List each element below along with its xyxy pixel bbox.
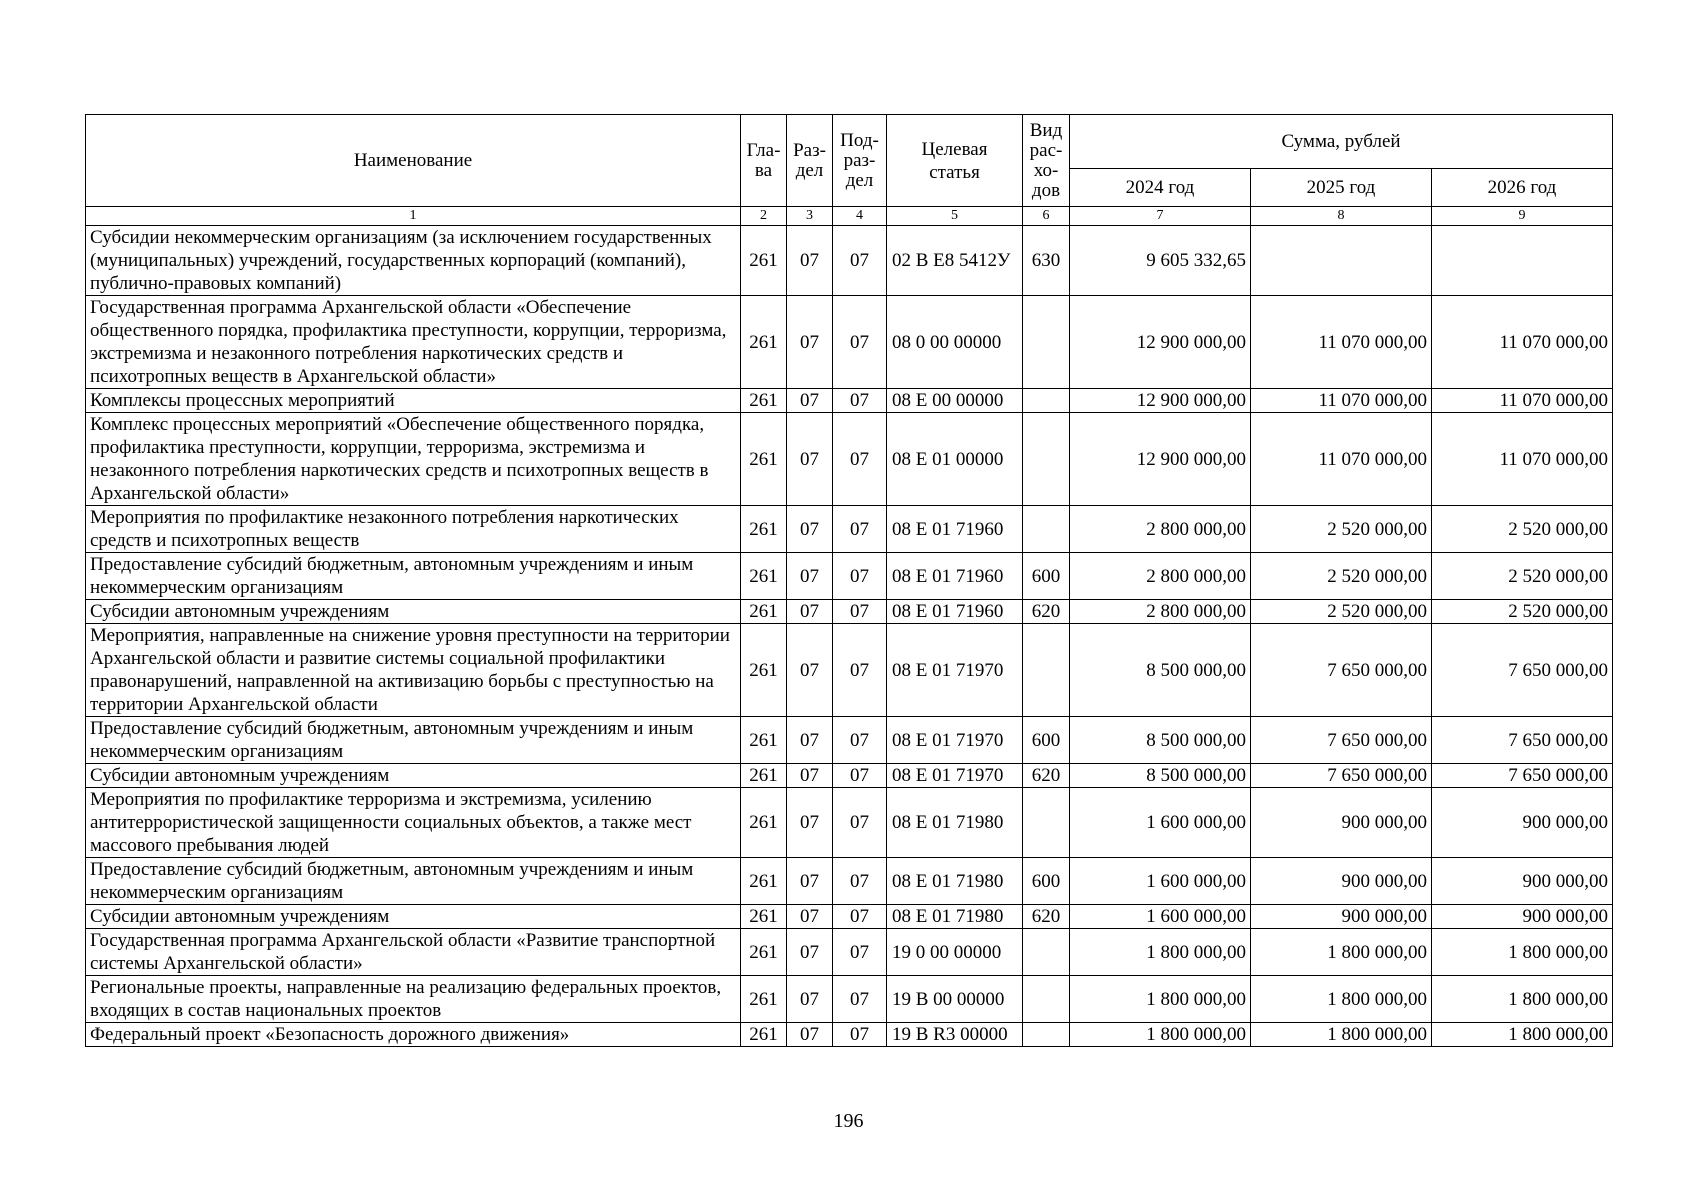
- row-razdel: 07: [787, 929, 833, 976]
- column-number: 6: [1023, 207, 1070, 226]
- row-vid-rashodov: [1023, 506, 1070, 553]
- row-vid-rashodov: [1023, 976, 1070, 1023]
- row-vid-rashodov: [1023, 296, 1070, 389]
- row-amount-2025: 2 520 000,00: [1251, 600, 1432, 624]
- row-amount-2026: 11 070 000,00: [1432, 389, 1613, 413]
- row-glava: 261: [741, 929, 787, 976]
- row-glava: 261: [741, 389, 787, 413]
- column-number-row: [86, 207, 1613, 226]
- row-razdel: 07: [787, 600, 833, 624]
- table-body: [86, 226, 1613, 1047]
- budget-table: [85, 114, 1613, 1047]
- row-glava: 261: [741, 226, 787, 296]
- row-name: Комплексы процессных мероприятий: [86, 389, 741, 413]
- row-name: Мероприятия по профилактике незаконного потребления наркотических средств и психотропных веществ: [86, 506, 741, 553]
- column-number: 4: [833, 207, 887, 226]
- row-amount-2025: 7 650 000,00: [1251, 764, 1432, 788]
- row-vid-rashodov: [1023, 413, 1070, 506]
- table-row: [86, 976, 1613, 1023]
- header-summa: Сумма, рублей: [1070, 115, 1613, 169]
- row-razdel: 07: [787, 389, 833, 413]
- column-number: 3: [787, 207, 833, 226]
- row-amount-2026: 900 000,00: [1432, 905, 1613, 929]
- row-glava: 261: [741, 764, 787, 788]
- row-amount-2026: 1 800 000,00: [1432, 929, 1613, 976]
- row-name: Федеральный проект «Безопасность дорожного движения»: [86, 1023, 741, 1047]
- table-row: [86, 929, 1613, 976]
- column-number: 2: [741, 207, 787, 226]
- row-name: Субсидии автономным учреждениям: [86, 905, 741, 929]
- row-vid-rashodov: 600: [1023, 553, 1070, 600]
- row-glava: 261: [741, 624, 787, 717]
- table-row: [86, 506, 1613, 553]
- row-name: Мероприятия по профилактике терроризма и экстремизма, усилению антитеррористической защищенности социальных объектов, а также мест массового пребывания людей: [86, 788, 741, 858]
- row-amount-2024: 8 500 000,00: [1070, 764, 1251, 788]
- table-header: [86, 115, 1613, 226]
- header-year-2024: 2024 год: [1070, 169, 1251, 207]
- row-vid-rashodov: 620: [1023, 905, 1070, 929]
- table-row: [86, 600, 1613, 624]
- row-podrazdel: 07: [833, 624, 887, 717]
- row-celevaya-statya: 19 В 00 00000: [887, 976, 1023, 1023]
- table-row: [86, 624, 1613, 717]
- row-name: Предоставление субсидий бюджетным, автономным учреждениям и иным некоммерческим организациям: [86, 717, 741, 764]
- row-amount-2025: 900 000,00: [1251, 905, 1432, 929]
- row-razdel: 07: [787, 976, 833, 1023]
- row-razdel: 07: [787, 764, 833, 788]
- row-razdel: 07: [787, 905, 833, 929]
- row-vid-rashodov: [1023, 1023, 1070, 1047]
- row-celevaya-statya: 08 Е 01 71960: [887, 600, 1023, 624]
- row-celevaya-statya: 19 0 00 00000: [887, 929, 1023, 976]
- row-amount-2026: 11 070 000,00: [1432, 296, 1613, 389]
- row-name: Комплекс процессных мероприятий «Обеспечение общественного порядка, профилактика преступности, коррупции, терроризма, экстремизма и незаконного потребления наркотических средств и психотропных веществ в Архангельской области»: [86, 413, 741, 506]
- row-glava: 261: [741, 905, 787, 929]
- row-vid-rashodov: [1023, 788, 1070, 858]
- header-glava: Гла- ва: [741, 115, 787, 207]
- row-amount-2024: 2 800 000,00: [1070, 553, 1251, 600]
- row-razdel: 07: [787, 506, 833, 553]
- row-amount-2026: [1432, 226, 1613, 296]
- row-amount-2024: 8 500 000,00: [1070, 624, 1251, 717]
- row-amount-2026: 1 800 000,00: [1432, 976, 1613, 1023]
- row-glava: 261: [741, 600, 787, 624]
- row-razdel: 07: [787, 858, 833, 905]
- header-podrazdel: Под- раз- дел: [833, 115, 887, 207]
- row-amount-2026: 900 000,00: [1432, 858, 1613, 905]
- row-podrazdel: 07: [833, 506, 887, 553]
- row-amount-2026: 7 650 000,00: [1432, 717, 1613, 764]
- page-number: 196: [833, 1110, 864, 1132]
- row-celevaya-statya: 08 Е 01 71960: [887, 553, 1023, 600]
- row-amount-2026: 7 650 000,00: [1432, 624, 1613, 717]
- row-podrazdel: 07: [833, 600, 887, 624]
- column-number: 5: [887, 207, 1023, 226]
- row-celevaya-statya: 08 Е 01 71980: [887, 858, 1023, 905]
- table-row: [86, 389, 1613, 413]
- row-podrazdel: 07: [833, 788, 887, 858]
- row-amount-2025: [1251, 226, 1432, 296]
- row-amount-2024: 1 600 000,00: [1070, 905, 1251, 929]
- row-celevaya-statya: 08 Е 01 71980: [887, 788, 1023, 858]
- row-name: Региональные проекты, направленные на реализацию федеральных проектов, входящих в состав национальных проектов: [86, 976, 741, 1023]
- table-row: [86, 764, 1613, 788]
- row-razdel: 07: [787, 296, 833, 389]
- row-razdel: 07: [787, 1023, 833, 1047]
- row-amount-2024: 1 600 000,00: [1070, 788, 1251, 858]
- row-celevaya-statya: 08 Е 01 71970: [887, 764, 1023, 788]
- row-amount-2024: 8 500 000,00: [1070, 717, 1251, 764]
- row-vid-rashodov: 620: [1023, 600, 1070, 624]
- row-celevaya-statya: 08 0 00 00000: [887, 296, 1023, 389]
- row-amount-2025: 900 000,00: [1251, 788, 1432, 858]
- row-razdel: 07: [787, 624, 833, 717]
- row-podrazdel: 07: [833, 553, 887, 600]
- row-podrazdel: 07: [833, 717, 887, 764]
- row-amount-2024: 12 900 000,00: [1070, 413, 1251, 506]
- row-celevaya-statya: 08 Е 01 71960: [887, 506, 1023, 553]
- row-vid-rashodov: [1023, 389, 1070, 413]
- row-name: Предоставление субсидий бюджетным, автономным учреждениям и иным некоммерческим организациям: [86, 858, 741, 905]
- row-podrazdel: 07: [833, 226, 887, 296]
- row-amount-2026: 1 800 000,00: [1432, 1023, 1613, 1047]
- row-vid-rashodov: 600: [1023, 717, 1070, 764]
- row-vid-rashodov: 620: [1023, 764, 1070, 788]
- row-amount-2025: 900 000,00: [1251, 858, 1432, 905]
- table-row: [86, 413, 1613, 506]
- table-row: [86, 1023, 1613, 1047]
- row-celevaya-statya: 08 Е 01 00000: [887, 413, 1023, 506]
- row-amount-2024: 1 800 000,00: [1070, 976, 1251, 1023]
- row-glava: 261: [741, 717, 787, 764]
- header-celevaya-statya: Целевая статья: [887, 115, 1023, 207]
- row-celevaya-statya: 08 Е 01 71980: [887, 905, 1023, 929]
- row-vid-rashodov: [1023, 624, 1070, 717]
- row-amount-2025: 1 800 000,00: [1251, 1023, 1432, 1047]
- row-amount-2026: 2 520 000,00: [1432, 553, 1613, 600]
- column-number: 1: [86, 207, 741, 226]
- header-name: Наименование: [86, 115, 741, 207]
- row-amount-2025: 7 650 000,00: [1251, 717, 1432, 764]
- row-glava: 261: [741, 976, 787, 1023]
- row-amount-2025: 1 800 000,00: [1251, 976, 1432, 1023]
- row-amount-2024: 1 800 000,00: [1070, 1023, 1251, 1047]
- row-amount-2025: 2 520 000,00: [1251, 506, 1432, 553]
- row-amount-2025: 1 800 000,00: [1251, 929, 1432, 976]
- table-row: [86, 296, 1613, 389]
- row-vid-rashodov: 600: [1023, 858, 1070, 905]
- table-row: [86, 905, 1613, 929]
- row-amount-2024: 1 600 000,00: [1070, 858, 1251, 905]
- row-amount-2025: 11 070 000,00: [1251, 389, 1432, 413]
- row-name: Мероприятия, направленные на снижение уровня преступности на территории Архангельской области и развитие системы социальной профилактики правонарушений, направленной на активизацию борьбы с преступностью на территории Архангельской области: [86, 624, 741, 717]
- header-razdel: Раз- дел: [787, 115, 833, 207]
- row-glava: 261: [741, 553, 787, 600]
- row-name: Субсидии автономным учреждениям: [86, 600, 741, 624]
- header-vid-rashodov: Вид рас- хо- дов: [1023, 115, 1070, 207]
- row-podrazdel: 07: [833, 976, 887, 1023]
- row-amount-2025: 2 520 000,00: [1251, 553, 1432, 600]
- row-amount-2024: 12 900 000,00: [1070, 296, 1251, 389]
- row-glava: 261: [741, 413, 787, 506]
- table-row: [86, 788, 1613, 858]
- row-amount-2025: 11 070 000,00: [1251, 413, 1432, 506]
- row-name: Государственная программа Архангельской области «Обеспечение общественного порядка, профилактика преступности, коррупции, терроризма, экстремизма и незаконного потребления наркотических средств и психотропных веществ в Архангельской области»: [86, 296, 741, 389]
- row-amount-2026: 2 520 000,00: [1432, 506, 1613, 553]
- row-amount-2024: 2 800 000,00: [1070, 600, 1251, 624]
- row-amount-2026: 11 070 000,00: [1432, 413, 1613, 506]
- row-celevaya-statya: 08 Е 00 00000: [887, 389, 1023, 413]
- row-glava: 261: [741, 296, 787, 389]
- table-row: [86, 226, 1613, 296]
- row-razdel: 07: [787, 413, 833, 506]
- row-razdel: 07: [787, 717, 833, 764]
- row-amount-2024: 12 900 000,00: [1070, 389, 1251, 413]
- row-podrazdel: 07: [833, 905, 887, 929]
- row-amount-2025: 11 070 000,00: [1251, 296, 1432, 389]
- row-podrazdel: 07: [833, 296, 887, 389]
- row-name: Субсидии некоммерческим организациям (за исключением государственных (муниципальных) учреждений, государственных корпораций (компаний), публично-правовых компаний): [86, 226, 741, 296]
- row-razdel: 07: [787, 553, 833, 600]
- row-amount-2024: 9 605 332,65: [1070, 226, 1251, 296]
- row-razdel: 07: [787, 788, 833, 858]
- row-vid-rashodov: [1023, 929, 1070, 976]
- row-podrazdel: 07: [833, 413, 887, 506]
- row-podrazdel: 07: [833, 1023, 887, 1047]
- row-podrazdel: 07: [833, 858, 887, 905]
- row-name: Государственная программа Архангельской области «Развитие транспортной системы Архангельской области»: [86, 929, 741, 976]
- row-amount-2025: 7 650 000,00: [1251, 624, 1432, 717]
- header-year-2026: 2026 год: [1432, 169, 1613, 207]
- row-amount-2024: 2 800 000,00: [1070, 506, 1251, 553]
- row-name: Субсидии автономным учреждениям: [86, 764, 741, 788]
- header-year-2025: 2025 год: [1251, 169, 1432, 207]
- row-podrazdel: 07: [833, 764, 887, 788]
- row-celevaya-statya: 02 В Е8 5412У: [887, 226, 1023, 296]
- row-celevaya-statya: 19 В R3 00000: [887, 1023, 1023, 1047]
- table-row: [86, 858, 1613, 905]
- table-row: [86, 553, 1613, 600]
- row-glava: 261: [741, 506, 787, 553]
- row-podrazdel: 07: [833, 929, 887, 976]
- row-razdel: 07: [787, 226, 833, 296]
- row-amount-2026: 2 520 000,00: [1432, 600, 1613, 624]
- row-amount-2026: 900 000,00: [1432, 788, 1613, 858]
- row-glava: 261: [741, 858, 787, 905]
- row-name: Предоставление субсидий бюджетным, автономным учреждениям и иным некоммерческим организациям: [86, 553, 741, 600]
- row-celevaya-statya: 08 Е 01 71970: [887, 624, 1023, 717]
- row-celevaya-statya: 08 Е 01 71970: [887, 717, 1023, 764]
- row-podrazdel: 07: [833, 389, 887, 413]
- row-vid-rashodov: 630: [1023, 226, 1070, 296]
- column-number: 8: [1251, 207, 1432, 226]
- row-amount-2026: 7 650 000,00: [1432, 764, 1613, 788]
- row-glava: 261: [741, 1023, 787, 1047]
- column-number: 7: [1070, 207, 1251, 226]
- column-number: 9: [1432, 207, 1613, 226]
- row-glava: 261: [741, 788, 787, 858]
- row-amount-2024: 1 800 000,00: [1070, 929, 1251, 976]
- table-row: [86, 717, 1613, 764]
